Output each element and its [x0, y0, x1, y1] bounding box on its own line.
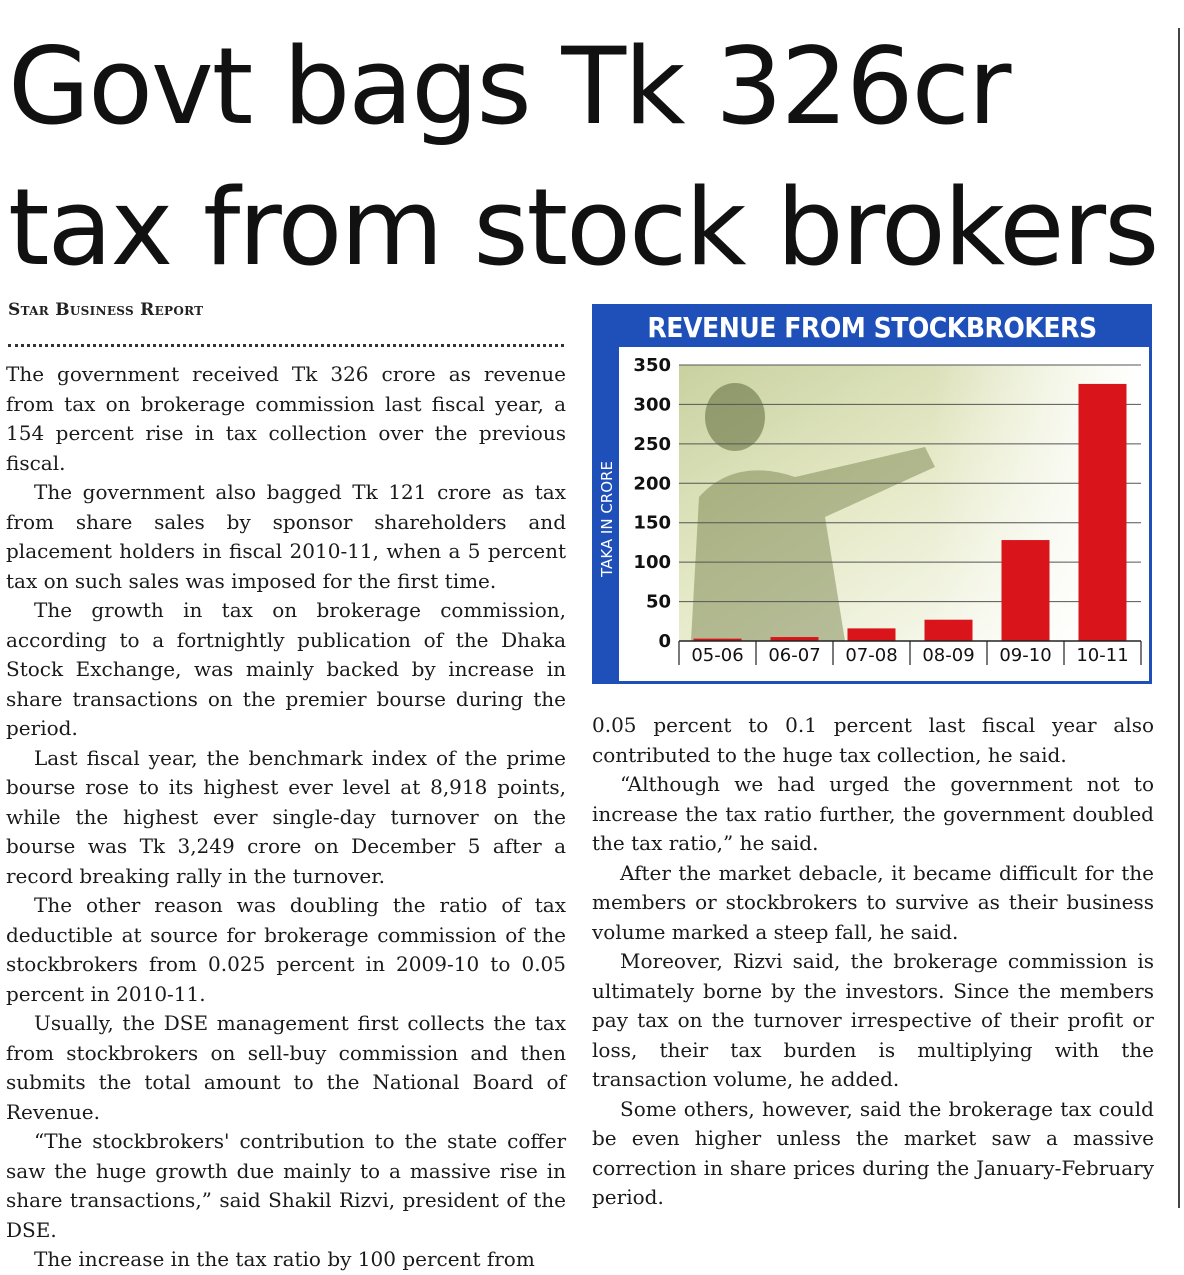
article-column-right	[592, 711, 1154, 1213]
chart-title: REVENUE FROM STOCKBROKERS	[595, 307, 1149, 347]
column-rule	[1178, 28, 1180, 1208]
y-tick-label: 200	[633, 473, 671, 495]
paragraph: The government also bagged Tk 121 crore as tax from share sales by sponsor shareholders and placement holders in fiscal 2010-11, when a 5 percent tax on such sales was imposed for the first time.	[6, 480, 566, 593]
paragraph: Usually, the DSE management first collects the tax from stockbrokers on sell-buy commission and then submits the total amount to the National Board of Revenue.	[6, 1011, 566, 1124]
y-tick-label: 250	[633, 433, 671, 455]
article-column-left	[6, 360, 566, 1275]
chart-background-fade	[679, 365, 1141, 641]
paragraph: Last fiscal year, the benchmark index of the prime bourse rose to its highest ever level at 8,918 points, while the highest ever single-day turnover on the bourse was Tk 3,249 crore on December 5 after a record breaking rally in the turnover.	[6, 745, 566, 888]
paragraph: Some others, however, said the brokerage tax could be even higher unless the market saw a massive correction in share prices during the January-February period.	[592, 1096, 1154, 1209]
paragraph: The increase in the tax ratio by 100 percent from	[34, 1247, 535, 1271]
x-tick-label: 08-09	[922, 645, 975, 666]
y-tick-label: 300	[633, 394, 671, 416]
paragraph: “Although we had urged the government not to increase the tax ratio further, the government doubled the tax ratio,” he said.	[592, 772, 1154, 855]
revenue-chart	[592, 304, 1152, 684]
paragraph: After the market debacle, it became difficult for the members or stockbrokers to survive as their business volume marked a steep fall, he said.	[592, 860, 1154, 944]
y-tick-label: 350	[633, 355, 671, 376]
x-tick-label: 07-08	[845, 645, 898, 666]
y-tick-label: 100	[633, 552, 671, 574]
paragraph: Moreover, Rizvi said, the brokerage commission is ultimately borne by the investors. Since the members pay tax on the turnover irrespective of their profit or loss, their tax burden is multiplying with the transaction volume, he added.	[592, 949, 1154, 1091]
paragraph: The other reason was doubling the ratio of tax deductible at source for brokerage commission of the stockbrokers from 0.025 percent in 2009-10 to 0.05 percent in 2010-11.	[6, 893, 566, 1006]
x-tick-label: 09-10	[999, 645, 1052, 666]
bar	[848, 628, 896, 641]
x-tick-label: 06-07	[768, 645, 821, 666]
byline: Star Business Report	[8, 300, 204, 320]
byline-divider	[8, 344, 564, 347]
x-tick-label: 05-06	[691, 645, 744, 666]
paragraph: The government received Tk 326 crore as revenue from tax on brokerage commission last fiscal year, a 154 percent rise in tax collection over the previous fiscal.	[6, 362, 566, 475]
bar	[1079, 384, 1127, 641]
y-tick-label: 0	[658, 631, 671, 652]
y-tick-label: 150	[633, 512, 671, 534]
x-tick-label: 10-11	[1076, 645, 1129, 666]
y-tick-label: 50	[645, 591, 671, 613]
headline: Govt bags Tk 326cr tax from stock brokers	[8, 25, 1158, 289]
bar	[925, 620, 973, 641]
paragraph: The growth in tax on brokerage commission, according to a fortnightly publication of the Dhaka Stock Exchange, was mainly backed by increase in share transactions on the premier bourse during the period.	[6, 598, 566, 740]
paragraph: 0.05 percent to 0.1 percent last fiscal year also contributed to the huge tax collection, he said.	[592, 713, 1154, 767]
y-axis-label: TAKA IN CRORE	[598, 461, 616, 577]
chart-plot	[595, 307, 1149, 681]
paragraph: “The stockbrokers' contribution to the state coffer saw the huge growth due mainly to a massive rise in share transactions,” said Shakil Rizvi, president of the DSE.	[6, 1129, 566, 1242]
bar	[1002, 540, 1050, 641]
